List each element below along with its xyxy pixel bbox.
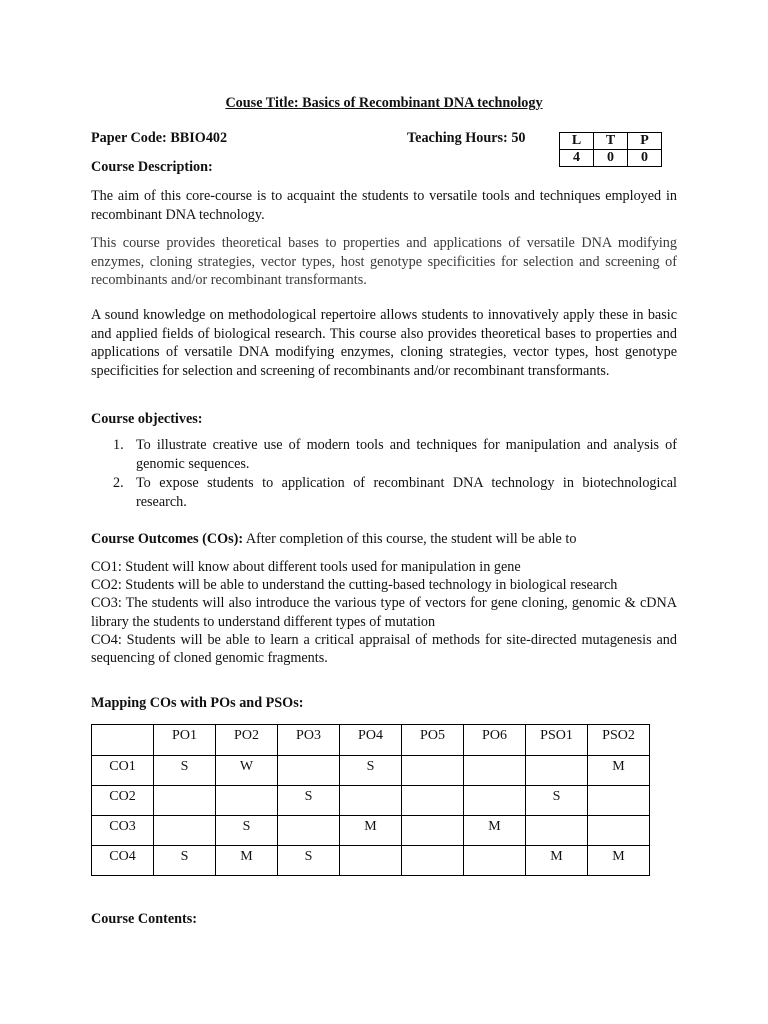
mapping-cell bbox=[154, 786, 216, 816]
mapping-header-cell: PO4 bbox=[340, 725, 402, 756]
ltp-header-cell: L bbox=[560, 133, 594, 150]
mapping-cell bbox=[402, 756, 464, 786]
ltp-value-cell: 0 bbox=[594, 150, 628, 167]
mapping-table bbox=[91, 724, 650, 876]
ltp-header-cell: P bbox=[628, 133, 662, 150]
description-paragraph-2: This course provides theoretical bases to properties and applications of versatile DNA modifying enzymes, cloning strategies, vector types, host genotype specificities for selection and screening of recombinants and/or recombinant transformants. bbox=[91, 235, 677, 288]
description-paragraph-1: The aim of this core-course is to acquaint the students to versatile tools and techniques employed in recombinant DNA technology. bbox=[91, 188, 677, 223]
mapping-cell: CO1 bbox=[92, 756, 154, 786]
mapping-header-cell: PO5 bbox=[402, 725, 464, 756]
paper-code: Paper Code: BBIO402 bbox=[91, 130, 228, 146]
mapping-heading: Mapping COs with POs and PSOs: bbox=[91, 695, 304, 711]
mapping-cell: W bbox=[216, 756, 278, 786]
mapping-cell: M bbox=[526, 846, 588, 876]
outcomes-list bbox=[91, 558, 677, 667]
mapping-cell: S bbox=[154, 846, 216, 876]
teaching-hours: Teaching Hours: 50 bbox=[407, 130, 526, 146]
mapping-cell: S bbox=[340, 756, 402, 786]
mapping-cell bbox=[278, 756, 340, 786]
outcome-code: CO2 bbox=[91, 577, 118, 594]
course-description-heading: Course Description: bbox=[91, 159, 213, 175]
mapping-cell bbox=[340, 786, 402, 816]
objective-text: To illustrate creative use of modern tools and techniques for manipulation and analysis of genomic sequences. bbox=[136, 437, 677, 472]
mapping-cell: CO3 bbox=[92, 816, 154, 846]
mapping-cell: S bbox=[216, 816, 278, 846]
mapping-cell bbox=[216, 786, 278, 816]
mapping-cell bbox=[526, 756, 588, 786]
mapping-cell: S bbox=[278, 786, 340, 816]
outcome-code: CO1 bbox=[91, 559, 118, 575]
mapping-row bbox=[92, 846, 650, 876]
objectives-list bbox=[91, 436, 677, 512]
outcomes-heading-line bbox=[91, 530, 677, 549]
mapping-cell bbox=[526, 816, 588, 846]
description-paragraph-3: A sound knowledge on methodological repertoire allows students to innovatively apply these in basic and applied fields of biological research. This course also provides theoretical bases to properties and applications of versatile DNA modifying enzymes, cloning strategies, vector types, host genotype specificities for selection and screening of recombinants and/or recombinant transformants. bbox=[91, 307, 677, 379]
outcome-text: : The students will also introduce the various type of vectors for gene cloning, genomic & cDNA library the students to understand different types of mutation bbox=[91, 595, 677, 630]
ltp-header-row bbox=[560, 133, 662, 150]
objective-item bbox=[91, 474, 677, 512]
mapping-cell bbox=[402, 816, 464, 846]
mapping-cell bbox=[340, 846, 402, 876]
outcome-item bbox=[91, 558, 677, 576]
outcome-text: : Students will be able to learn a critical appraisal of methods for site-directed mutagenesis and sequencing of cloned genomic fragments. bbox=[91, 631, 677, 667]
outcome-item bbox=[91, 576, 677, 594]
outcome-text: : Students will be able to understand the cutting-based technology in biological research bbox=[117, 577, 618, 594]
mapping-cell: CO4 bbox=[92, 846, 154, 876]
mapping-cell bbox=[402, 846, 464, 876]
mapping-cell bbox=[278, 816, 340, 846]
mapping-header-cell: PO2 bbox=[216, 725, 278, 756]
mapping-cell bbox=[402, 786, 464, 816]
mapping-header-cell: PO6 bbox=[464, 725, 526, 756]
mapping-cell bbox=[464, 846, 526, 876]
outcome-item bbox=[91, 631, 677, 667]
objective-number: 1. bbox=[113, 437, 124, 453]
mapping-header-cell: PO1 bbox=[154, 725, 216, 756]
mapping-row bbox=[92, 756, 650, 786]
outcome-item bbox=[91, 594, 677, 630]
course-contents-heading: Course Contents: bbox=[91, 911, 198, 927]
outcome-text: : Student will know about different tools used for manipulation in gene bbox=[117, 559, 521, 575]
objective-item bbox=[91, 436, 677, 474]
mapping-header-cell: PO3 bbox=[278, 725, 340, 756]
mapping-cell bbox=[588, 786, 650, 816]
mapping-header-cell bbox=[92, 725, 154, 756]
mapping-cell: M bbox=[216, 846, 278, 876]
ltp-value-row bbox=[560, 150, 662, 167]
mapping-cell: S bbox=[278, 846, 340, 876]
outcomes-intro: After completion of this course, the student will be able to bbox=[243, 531, 577, 547]
course-title: Couse Title: Basics of Recombinant DNA technology bbox=[225, 95, 543, 111]
objectives-heading: Course objectives: bbox=[91, 411, 203, 427]
outcomes-heading: Course Outcomes (COs): bbox=[91, 531, 244, 547]
mapping-cell: S bbox=[526, 786, 588, 816]
ltp-header-cell: T bbox=[594, 133, 628, 150]
outcome-code: CO3 bbox=[91, 595, 118, 612]
mapping-cell bbox=[588, 816, 650, 846]
mapping-cell bbox=[464, 786, 526, 816]
objective-text: To expose students to application of recombinant DNA technology in biotechnological research. bbox=[136, 475, 677, 510]
mapping-row bbox=[92, 816, 650, 846]
mapping-cell: M bbox=[464, 816, 526, 846]
objective-number: 2. bbox=[113, 475, 124, 491]
mapping-header-cell: PSO2 bbox=[588, 725, 650, 756]
mapping-cell: CO2 bbox=[92, 786, 154, 816]
mapping-cell: M bbox=[588, 756, 650, 786]
ltp-table bbox=[559, 132, 662, 167]
mapping-cell: S bbox=[154, 756, 216, 786]
mapping-header-cell: PSO1 bbox=[526, 725, 588, 756]
ltp-value-cell: 4 bbox=[560, 150, 594, 167]
mapping-cell bbox=[464, 756, 526, 786]
ltp-value-cell: 0 bbox=[628, 150, 662, 167]
outcome-code: CO4 bbox=[91, 631, 118, 648]
mapping-header-row bbox=[92, 725, 650, 756]
mapping-cell: M bbox=[588, 846, 650, 876]
mapping-cell bbox=[154, 816, 216, 846]
mapping-row bbox=[92, 786, 650, 816]
mapping-cell: M bbox=[340, 816, 402, 846]
